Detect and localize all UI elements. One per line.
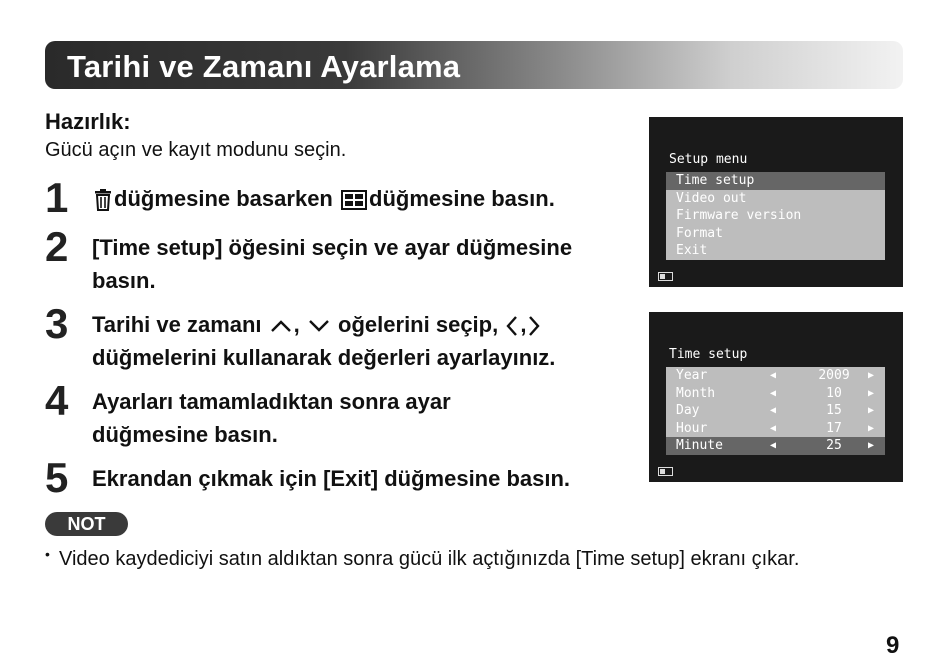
step-text: [Time setup] öğesini seçin ve ayar düğmesine basın. — [92, 235, 573, 293]
note-badge: NOT — [45, 512, 128, 536]
caret-right-icon — [528, 315, 540, 337]
setup-menu-list — [666, 172, 885, 260]
arrow-left-icon: ◀ — [770, 422, 777, 434]
time-setup-screen — [649, 312, 903, 482]
step-number: 1 — [45, 174, 69, 221]
preparation-heading: Hazırlık: — [45, 109, 131, 134]
arrow-left-icon: ◀ — [770, 370, 777, 381]
trash-icon — [94, 189, 112, 211]
time-setup-list — [666, 367, 885, 455]
section-header-bar — [45, 41, 903, 89]
screen-title: Setup menu — [669, 152, 748, 167]
arrow-left-icon: ◀ — [770, 405, 777, 417]
time-row-year[interactable]: Year ◀ 2009 ▶ — [676, 368, 875, 383]
caret-left-icon — [506, 315, 518, 337]
menu-item-firmware-version[interactable]: Firmware version — [676, 208, 802, 224]
arrow-right-icon: ▶ — [868, 440, 875, 452]
setup-menu-screen — [649, 117, 903, 287]
note-text: Video kaydediciyi satın aldıktan sonra gücü ilk açtığınızda [Time setup] ekranı çıkar. — [59, 548, 800, 570]
arrow-left-icon: ◀ — [770, 440, 777, 452]
caret-down-icon — [308, 319, 330, 333]
note-bullet: • — [45, 546, 50, 562]
step-number: 4 — [45, 377, 69, 424]
menu-item-video-out[interactable]: Video out — [676, 190, 747, 206]
caret-up-icon — [270, 319, 292, 333]
step-text: Ekrandan çıkmak için [Exit] düğmesine basın. — [92, 466, 571, 491]
time-row-hour[interactable]: Hour ◀ 17 ▶ — [676, 420, 875, 436]
arrow-right-icon: ▶ — [868, 387, 875, 399]
step-number: 2 — [45, 223, 69, 270]
preparation-text: Gücü açın ve kayıt modunu seçin. — [45, 139, 347, 161]
menu-grid-icon — [341, 190, 367, 210]
arrow-right-icon: ▶ — [868, 370, 875, 381]
arrow-right-icon: ▶ — [868, 405, 875, 417]
step-text: düğmesine basarken düğmesine basın. — [92, 182, 637, 215]
step-text: Ayarları tamamladıktan sonra ayar düğmesine basın. — [92, 389, 451, 447]
section-title: Tarihi ve Zamanı Ayarlama — [67, 49, 461, 84]
battery-icon — [658, 467, 673, 476]
time-row-minute[interactable]: Minute ◀ 25 ▶ — [666, 437, 885, 455]
menu-item-exit[interactable]: Exit — [676, 243, 708, 259]
time-row-month[interactable]: Month ◀ 10 ▶ — [676, 385, 875, 401]
menu-item-time-setup[interactable]: Time setup — [666, 172, 885, 190]
step-number: 3 — [45, 300, 69, 347]
time-row-day[interactable]: Day ◀ 15 ▶ — [676, 403, 875, 419]
page-number: 9 — [886, 632, 900, 659]
step-text: Tarihi ve zamanı , oğelerini seçip, , düğmelerini kullanarak değerleri ayarlayınız. — [92, 312, 556, 370]
step-number: 5 — [45, 454, 69, 501]
arrow-right-icon: ▶ — [868, 422, 875, 434]
screen-title: Time setup — [669, 347, 748, 362]
battery-icon — [658, 272, 673, 281]
arrow-left-icon: ◀ — [770, 387, 777, 399]
menu-item-format[interactable]: Format — [676, 225, 723, 241]
